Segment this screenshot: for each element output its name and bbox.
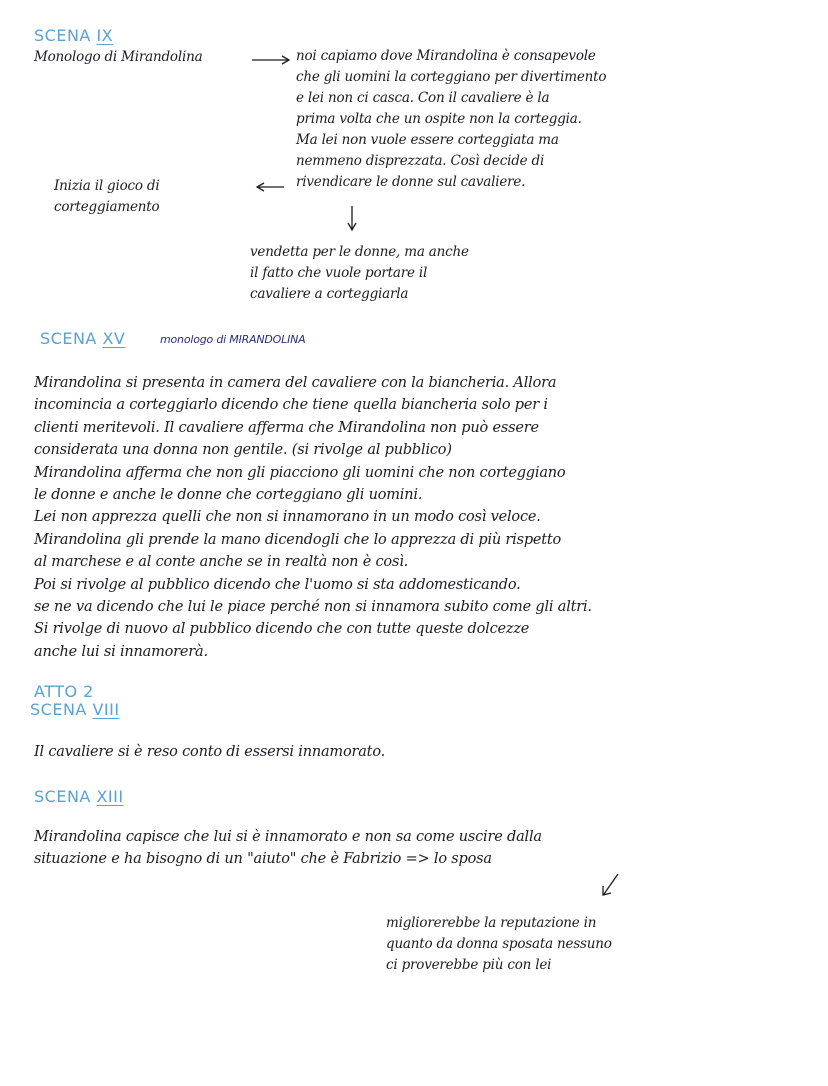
scene-15-line: se ne va dicendo che lui le piace perché non si innamora subito come gli altri. [34,599,592,616]
scene-13-roman: XIII [96,787,124,806]
scene-15-line: Mirandolina afferma che non gli piacciono gli uomini che non corteggiano [34,464,566,481]
scene-9-below-note [250,242,469,305]
scene-13-line: situazione e ha bisogno di un "aiuto" che è Fabrizio => lo sposa [34,851,492,868]
scene-13-heading [34,787,124,806]
scene-9-line: rivendicare le donne sul cavaliere. [296,174,526,190]
scene-15-line: Lei non apprezza quelli che non si innamorano in un modo così veloce. [34,509,541,526]
scene-15-line: clienti meritevoli. Il cavaliere afferma che Mirandolina non può essere [34,419,539,436]
scene-15-line: anche lui si innamorerà. [34,643,208,660]
arrow-down-left-icon [598,872,622,898]
act-2-label: ATTO 2 [34,682,94,701]
scene-15-line: al marchese e al conte anche se in realtà non è così. [34,554,409,571]
scene-13-note [386,913,612,976]
scene-9-line: prima volta che un ospite non la corteggia. [296,111,582,127]
scene-9-text [296,46,606,193]
scene-15-line: Mirandolina si presenta in camera del cavaliere con la biancheria. Allora [34,375,557,391]
scene-8-label: SCENA [30,700,87,719]
scene-13-text [34,826,542,871]
scene-15-line: Poi si rivolge al pubblico dicendo che l'uomo si sta addomesticando. [34,576,521,593]
scene-8-heading [30,700,120,719]
below-note-line: vendetta per le donne, ma anche [250,244,469,260]
scene-9-line: e lei non ci casca. Con il cavaliere è la [296,90,550,106]
scene-9-line: nemmeno disprezzata. Così decide di [296,153,545,169]
scene-13-line: Mirandolina capisce che lui si è innamorato e non sa come uscire dalla [34,829,542,845]
scene-15-heading [40,329,125,348]
scene-15-line: considerata una donna non gentile. (si rivolge al pubblico) [34,442,452,459]
scene-9-left-note [54,176,159,218]
scene-13-note-line: migliorerebbe la reputazione in [386,915,597,931]
scene-9-label: SCENA [34,26,91,45]
scene-9-roman: IX [96,26,114,45]
scene-15-subtitle: monologo di MIRANDOLINA [160,333,306,346]
scene-9-line: Ma lei non vuole essere corteggiata ma [296,132,559,148]
scene-9-heading [34,26,113,45]
scene-15-roman: XV [102,329,126,348]
scene-15-text [34,372,592,663]
left-note-line: Inizia il gioco di [54,178,160,194]
scene-9-monologue-label: Monologo di Mirandolina [34,49,203,65]
left-note-line: corteggiamento [54,199,160,215]
below-note-line: il fatto che vuole portare il [250,265,428,281]
scene-9-line: noi capiamo dove Mirandolina è consapevole [296,48,596,64]
scene-15-line: Si rivolge di nuovo al pubblico dicendo che con tutte queste dolcezze [34,621,530,638]
scene-13-label: SCENA [34,787,91,806]
scene-13-note-line: ci proverebbe più con lei [386,957,552,973]
arrow-right-icon [252,55,292,65]
scene-15-label: SCENA [40,329,97,348]
scene-8-roman: VIII [92,700,120,719]
scene-9-line: che gli uomini la corteggiano per divertimento [296,69,607,85]
scene-15-line: le donne e anche le donne che corteggiano gli uomini. [34,487,423,504]
scene-13-note-line: quanto da donna sposata nessuno [386,936,612,952]
below-note-line: cavaliere a corteggiarla [250,286,409,302]
arrow-left-icon [256,182,286,192]
arrow-down-icon [346,206,358,232]
scene-8-text: Il cavaliere si è reso conto di essersi innamorato. [34,744,385,760]
scene-15-line: incomincia a corteggiarlo dicendo che tiene quella biancheria solo per i [34,397,548,414]
scene-15-line: Mirandolina gli prende la mano dicendogli che lo apprezza di più rispetto [34,531,562,548]
